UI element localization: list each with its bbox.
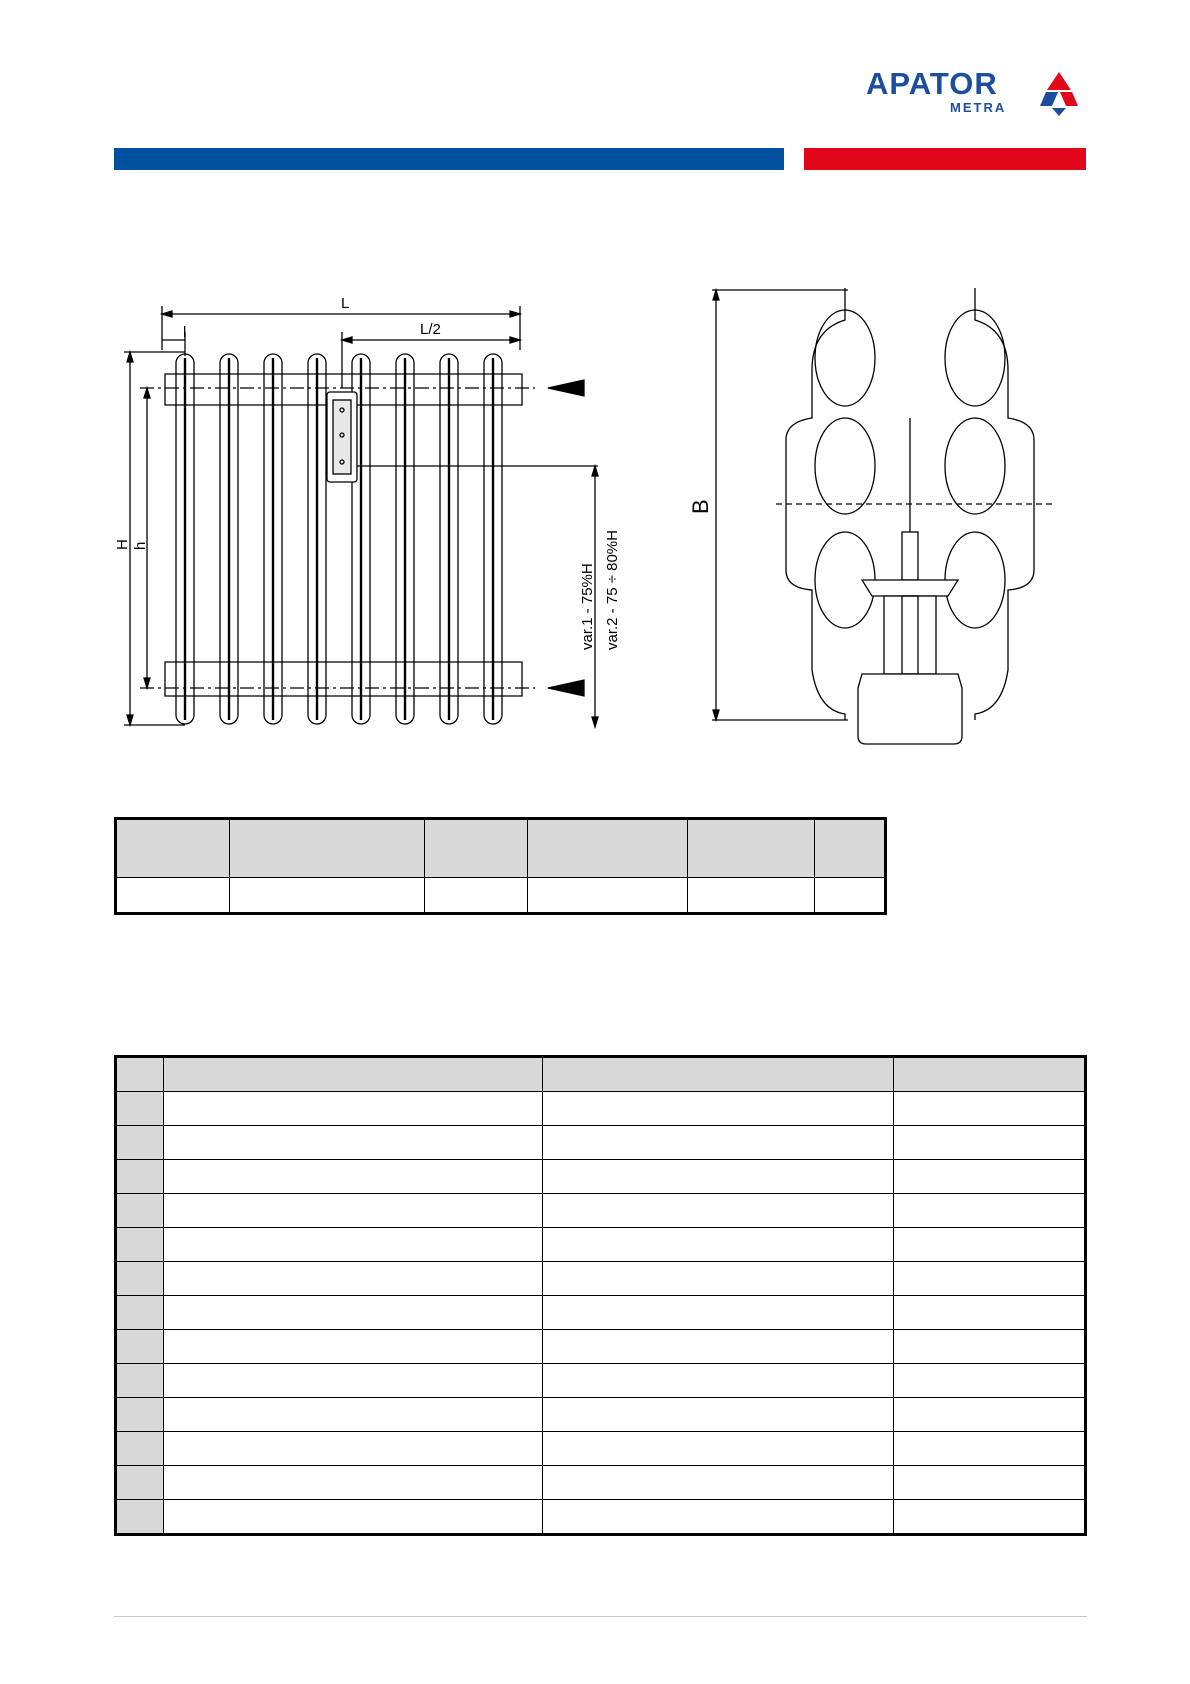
table-row <box>116 1126 1086 1160</box>
table-row <box>116 1432 1086 1466</box>
table-row <box>116 1500 1086 1535</box>
table-row <box>116 1228 1086 1262</box>
header-cell <box>542 1057 893 1092</box>
footer-divider <box>114 1616 1087 1617</box>
header-cell <box>116 819 230 878</box>
row-number-cell <box>116 1330 164 1364</box>
table-header-row <box>116 819 886 878</box>
company-logo <box>840 58 1110 128</box>
table-cell <box>542 1500 893 1535</box>
table-cell <box>542 1262 893 1296</box>
row-number-cell <box>116 1296 164 1330</box>
table-cell <box>893 1364 1085 1398</box>
row-number-cell <box>116 1092 164 1126</box>
header-cell <box>424 819 528 878</box>
table-header-row <box>116 1057 1086 1092</box>
table-row <box>116 1296 1086 1330</box>
table-cell <box>542 1126 893 1160</box>
table-cell <box>163 1398 542 1432</box>
table-cell <box>163 1330 542 1364</box>
row-number-cell <box>116 1398 164 1432</box>
row-number-cell <box>116 1160 164 1194</box>
table-cell <box>542 1092 893 1126</box>
table-cell <box>424 878 528 914</box>
label-H: H <box>114 539 131 550</box>
table-cell <box>163 1364 542 1398</box>
table-cell <box>163 1160 542 1194</box>
table-row <box>116 1466 1086 1500</box>
table-cell <box>893 1228 1085 1262</box>
header-cell <box>229 819 424 878</box>
label-L2: L/2 <box>420 321 441 338</box>
logo-name: APATOR <box>866 66 998 101</box>
table-cell <box>893 1296 1085 1330</box>
row-number-cell <box>116 1194 164 1228</box>
header-cell <box>116 1057 164 1092</box>
table-cell <box>893 1262 1085 1296</box>
header-bar-blue <box>114 148 784 170</box>
table-row <box>116 1398 1086 1432</box>
table-cell <box>542 1194 893 1228</box>
table-cell <box>116 878 230 914</box>
radiator-drawing <box>0 270 1190 760</box>
table-row <box>116 1092 1086 1126</box>
table-cell <box>163 1432 542 1466</box>
table-cell <box>542 1330 893 1364</box>
table-cell <box>815 878 886 914</box>
table-cell <box>163 1194 542 1228</box>
table-cell <box>229 878 424 914</box>
table-cell <box>542 1364 893 1398</box>
table-cell <box>542 1160 893 1194</box>
table-row <box>116 1160 1086 1194</box>
table-row <box>116 1364 1086 1398</box>
table-cell <box>893 1398 1085 1432</box>
table-cell <box>528 878 687 914</box>
header-cell <box>687 819 815 878</box>
header-cell <box>528 819 687 878</box>
table-row <box>116 1194 1086 1228</box>
table-row <box>116 878 886 914</box>
table-cell <box>893 1194 1085 1228</box>
header-cell <box>893 1057 1085 1092</box>
row-number-cell <box>116 1432 164 1466</box>
table-cell <box>163 1296 542 1330</box>
table-cell <box>893 1500 1085 1535</box>
table-cell <box>687 878 815 914</box>
table-cell <box>893 1092 1085 1126</box>
table-cell <box>893 1432 1085 1466</box>
parameter-table <box>114 817 887 915</box>
row-number-cell <box>116 1228 164 1262</box>
label-var2: var.2 - 75 ÷ 80%H <box>604 530 621 650</box>
table-row <box>116 1330 1086 1364</box>
table-cell <box>163 1466 542 1500</box>
logo-mark-icon <box>1036 72 1082 116</box>
table-cell <box>542 1466 893 1500</box>
table-cell <box>542 1398 893 1432</box>
label-L: L <box>341 295 350 312</box>
table-cell <box>893 1466 1085 1500</box>
label-B: B <box>688 499 713 514</box>
table-cell <box>542 1296 893 1330</box>
label-l: l <box>183 324 187 341</box>
header-bar-red <box>804 148 1086 170</box>
row-number-cell <box>116 1466 164 1500</box>
specification-table <box>114 1055 1087 1536</box>
table-cell <box>542 1432 893 1466</box>
table-cell <box>163 1262 542 1296</box>
table-cell <box>893 1160 1085 1194</box>
table-cell <box>163 1092 542 1126</box>
table-row <box>116 1262 1086 1296</box>
row-number-cell <box>116 1126 164 1160</box>
table-cell <box>893 1330 1085 1364</box>
table-cell <box>542 1228 893 1262</box>
label-var1: var.1 - 75%H <box>579 563 596 650</box>
label-h: h <box>132 541 149 550</box>
logo-sub: METRA <box>950 100 1007 115</box>
header-cell <box>163 1057 542 1092</box>
table-cell <box>163 1500 542 1535</box>
row-number-cell <box>116 1364 164 1398</box>
table-cell <box>163 1126 542 1160</box>
row-number-cell <box>116 1262 164 1296</box>
table-cell <box>893 1126 1085 1160</box>
table-cell <box>163 1228 542 1262</box>
header-cell <box>815 819 886 878</box>
row-number-cell <box>116 1500 164 1535</box>
